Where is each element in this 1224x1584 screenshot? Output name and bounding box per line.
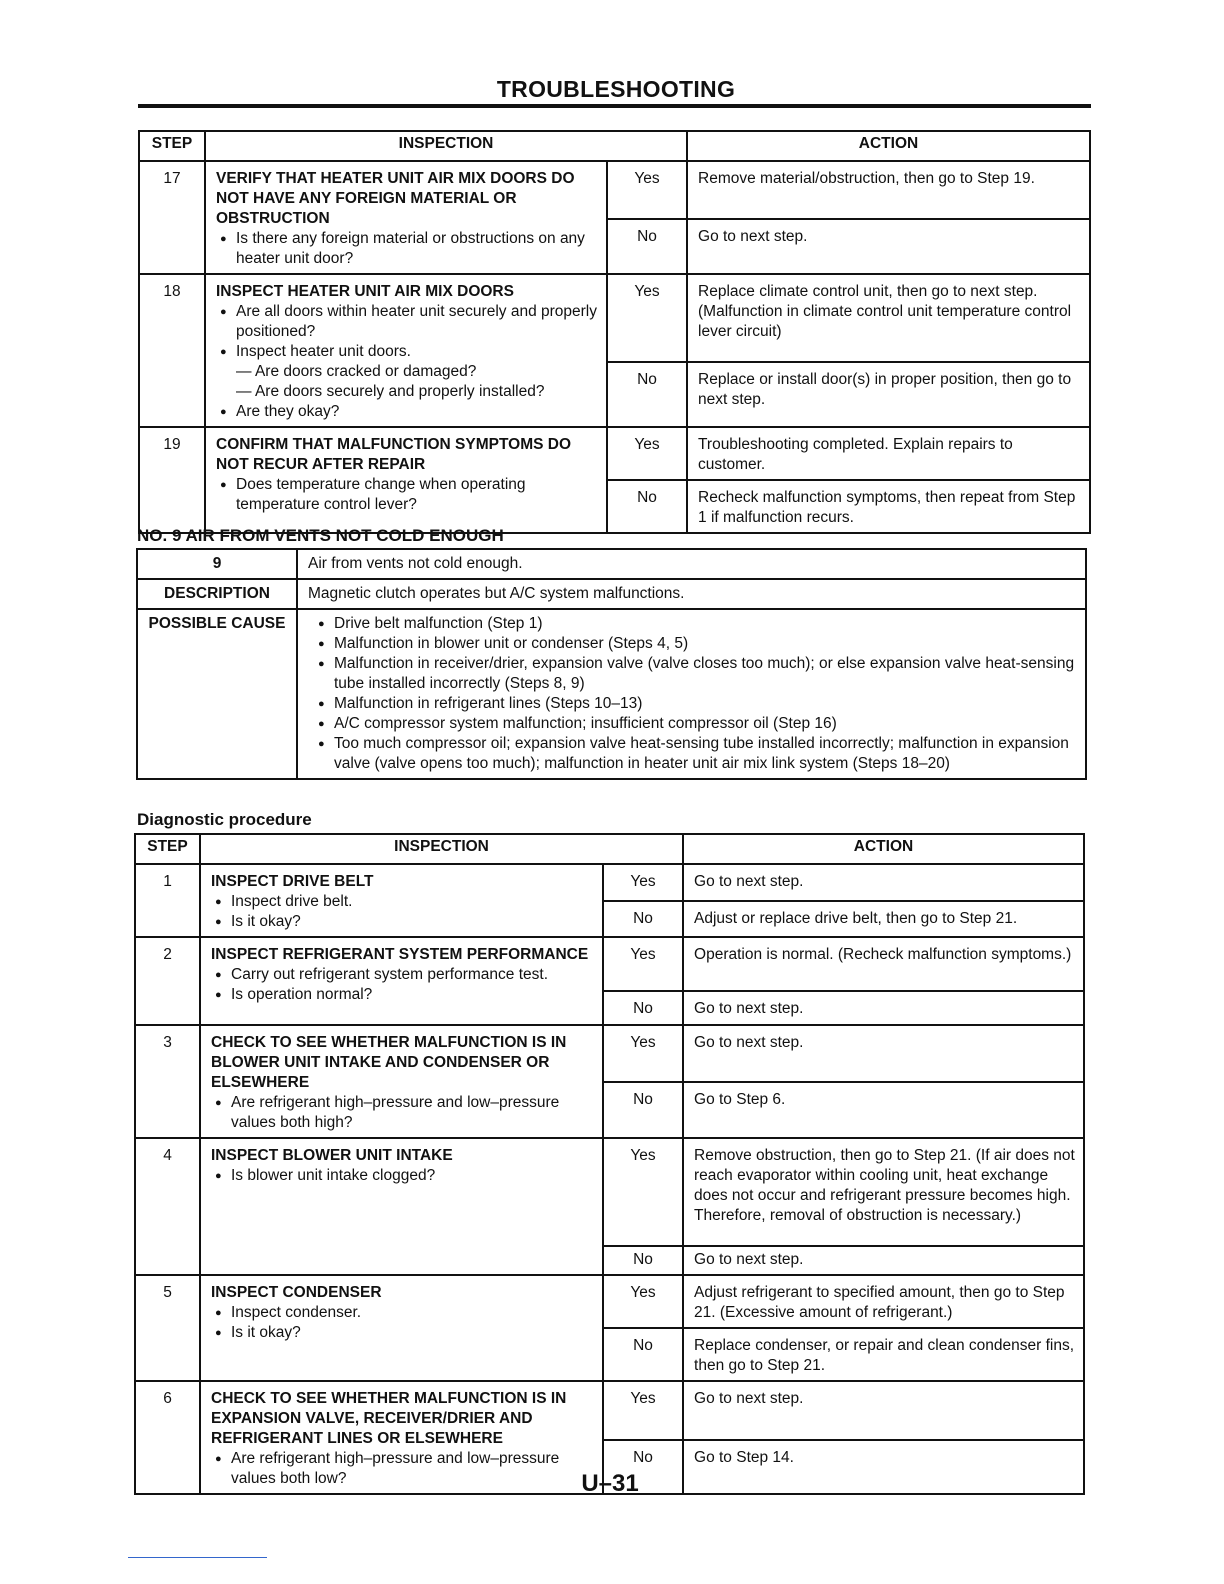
inspection-dash-item: — Are doors securely and properly installed? (236, 383, 545, 400)
header-step: STEP (139, 131, 205, 161)
inspection-bullet: ● Is it okay? (231, 912, 594, 932)
inspection-title: VERIFY THAT HEATER UNIT AIR MIX DOORS DO NOT HAVE ANY FOREIGN MATERIAL OR OBSTRUCTION (216, 170, 575, 227)
inspection-cell (200, 1275, 603, 1381)
no-label: No (603, 1082, 683, 1139)
no-action: Go to Step 6. (683, 1082, 1084, 1139)
yes-label: Yes (603, 1381, 683, 1440)
inspection-bullet: ● Are refrigerant high–pressure and low–pressure values both low? (231, 1449, 594, 1489)
table-row (135, 864, 1084, 901)
inspection-bullet: ● Are they okay? (236, 402, 598, 422)
table-row (135, 937, 1084, 991)
cause-item: ● Too much compressor oil; expansion valve heat-sensing tube installed incorrectly; malfunction in expansion valve (valve opens too much); malfunction in heater unit air mix link system (Steps 18–20) (334, 734, 1075, 774)
inspection-bullet: ● Inspect drive belt. (231, 892, 594, 912)
table-row (135, 1025, 1084, 1082)
no-label: No (603, 901, 683, 938)
table-row (135, 1138, 1084, 1246)
inspection-title: INSPECT CONDENSER (211, 1284, 382, 1301)
description-text: Magnetic clutch operates but A/C system malfunctions. (297, 579, 1086, 609)
inspection-bullet: ● Is operation normal? (231, 985, 594, 1005)
footer-rule (128, 1557, 267, 1558)
inspection-cell (205, 161, 607, 274)
inspection-bullet: ● Is it okay? (231, 1323, 594, 1343)
table-header-row (135, 834, 1084, 864)
step-number: 5 (135, 1275, 200, 1381)
inspection-title: CONFIRM THAT MALFUNCTION SYMPTOMS DO NOT RECUR AFTER REPAIR (216, 436, 572, 473)
title-rule (138, 104, 1091, 108)
no-action: Go to next step. (687, 219, 1090, 274)
no-label: No (603, 1328, 683, 1381)
yes-label: Yes (603, 1275, 683, 1328)
page-title: TROUBLESHOOTING (496, 76, 736, 102)
inspection-cell (200, 937, 603, 1025)
header-action: ACTION (687, 131, 1090, 161)
inspection-title: INSPECT BLOWER UNIT INTAKE (211, 1147, 453, 1164)
table-row (135, 1381, 1084, 1440)
cause-item: ● Malfunction in refrigerant lines (Steps 10–13) (334, 694, 1075, 714)
symptom-text: Air from vents not cold enough. (297, 549, 1086, 579)
yes-label: Yes (607, 427, 687, 480)
no-label: No (603, 991, 683, 1025)
yes-action: Go to next step. (683, 864, 1084, 901)
header-inspection: INSPECTION (205, 131, 687, 161)
inspection-bullet: ● Is blower unit intake clogged? (231, 1166, 594, 1186)
no-action: Go to Step 14. (683, 1440, 1084, 1494)
cause-item: ● Malfunction in blower unit or condenser (Steps 4, 5) (334, 634, 1075, 654)
table-row (137, 579, 1086, 609)
inspection-cell (205, 427, 607, 533)
yes-action: Go to next step. (683, 1381, 1084, 1440)
no-label: No (603, 1246, 683, 1275)
inspection-bullet: ● Is there any foreign material or obstructions on any heater unit door? (236, 229, 598, 269)
cause-item: ● A/C compressor system malfunction; insufficient compressor oil (Step 16) (334, 714, 1075, 734)
header-action: ACTION (683, 834, 1084, 864)
step-number: 17 (139, 161, 205, 274)
step-number: 19 (139, 427, 205, 533)
yes-action: Replace climate control unit, then go to next step. (Malfunction in climate control unit temperature control lever circuit) (687, 274, 1090, 362)
no-action: Replace condenser, or repair and clean condenser fins, then go to Step 21. (683, 1328, 1084, 1381)
yes-label: Yes (603, 864, 683, 901)
page-number: U–31 (581, 1470, 639, 1497)
section-heading-diagnostic: Diagnostic procedure (137, 810, 312, 829)
possible-cause-label: POSSIBLE CAUSE (137, 609, 297, 779)
inspection-cell (200, 1138, 603, 1275)
table-row (137, 609, 1086, 779)
yes-action: Adjust refrigerant to specified amount, then go to Step 21. (Excessive amount of refrigerant.) (683, 1275, 1084, 1328)
no-label: No (603, 1440, 683, 1494)
cause-item: ● Drive belt malfunction (Step 1) (334, 614, 1075, 634)
yes-label: Yes (603, 1138, 683, 1246)
step-number: 6 (135, 1381, 200, 1494)
inspection-bullet: ● Are refrigerant high–pressure and low–pressure values both high? (231, 1093, 594, 1133)
inspection-dash-item: — Are doors cracked or damaged? (236, 363, 477, 380)
yes-action: Troubleshooting completed. Explain repairs to customer. (687, 427, 1090, 480)
inspection-bullet: ● Inspect condenser. (231, 1303, 594, 1323)
header-step: STEP (135, 834, 200, 864)
step-number: 3 (135, 1025, 200, 1138)
yes-action: Operation is normal. (Recheck malfunction symptoms.) (683, 937, 1084, 991)
table-row (139, 161, 1090, 219)
table-header-row (139, 131, 1090, 161)
yes-label: Yes (603, 1025, 683, 1082)
inspection-bullet: ● Carry out refrigerant system performance test. (231, 965, 594, 985)
inspection-cell (200, 864, 603, 937)
table-row (139, 274, 1090, 362)
no-action: Adjust or replace drive belt, then go to Step 21. (683, 901, 1084, 938)
table-row (137, 549, 1086, 579)
inspection-title: CHECK TO SEE WHETHER MALFUNCTION IS IN BLOWER UNIT INTAKE AND CONDENSER OR ELSEWHERE (211, 1034, 567, 1091)
no9-summary-table (136, 548, 1087, 780)
inspection-cell (205, 274, 607, 427)
no-action: Recheck malfunction symptoms, then repeat from Step 1 if malfunction recurs. (687, 480, 1090, 533)
symptom-number: 9 (137, 549, 297, 579)
inspection-title: INSPECT REFRIGERANT SYSTEM PERFORMANCE (211, 946, 589, 963)
yes-action: Remove obstruction, then go to Step 21. (If air does not reach evaporator within cooling unit, heat exchange does not occur and refrigerant pressure becomes high. Therefore, removal of obstruction is necessary.) (683, 1138, 1084, 1246)
top-procedure-table (138, 130, 1091, 534)
yes-action: Go to next step. (683, 1025, 1084, 1082)
yes-action: Remove material/obstruction, then go to Step 19. (687, 161, 1090, 219)
inspection-bullet: ● Does temperature change when operating temperature control lever? (236, 475, 598, 515)
step-number: 4 (135, 1138, 200, 1275)
step-number: 1 (135, 864, 200, 937)
section-heading-no9: NO. 9 AIR FROM VENTS NOT COLD ENOUGH (137, 526, 504, 545)
inspection-title: INSPECT HEATER UNIT AIR MIX DOORS (216, 283, 514, 300)
no-label: No (607, 362, 687, 427)
description-label: DESCRIPTION (137, 579, 297, 609)
yes-label: Yes (607, 274, 687, 362)
step-number: 18 (139, 274, 205, 427)
no-action: Go to next step. (683, 1246, 1084, 1275)
header-inspection: INSPECTION (200, 834, 683, 864)
no-action: Go to next step. (683, 991, 1084, 1025)
table-row (135, 1275, 1084, 1328)
cause-item: ● Malfunction in receiver/drier, expansion valve (valve closes too much); or else expansion valve heat-sensing tube installed incorrectly (Steps 8, 9) (334, 654, 1075, 694)
inspection-title: INSPECT DRIVE BELT (211, 873, 374, 890)
inspection-cell (200, 1025, 603, 1138)
no-label: No (607, 219, 687, 274)
inspection-bullet: ● Inspect heater unit doors. (236, 342, 598, 362)
inspection-bullet: ● Are all doors within heater unit securely and properly positioned? (236, 302, 598, 342)
no-action: Replace or install door(s) in proper position, then go to next step. (687, 362, 1090, 427)
no-label: No (607, 480, 687, 533)
yes-label: Yes (603, 937, 683, 991)
inspection-title: CHECK TO SEE WHETHER MALFUNCTION IS IN EXPANSION VALVE, RECEIVER/DRIER AND REFRIGERANT LINES OR ELSEWHERE (211, 1390, 567, 1447)
yes-label: Yes (607, 161, 687, 219)
possible-cause-list (297, 609, 1086, 779)
table-row (139, 427, 1090, 480)
diagnostic-procedure-table (134, 833, 1085, 1495)
step-number: 2 (135, 937, 200, 1025)
